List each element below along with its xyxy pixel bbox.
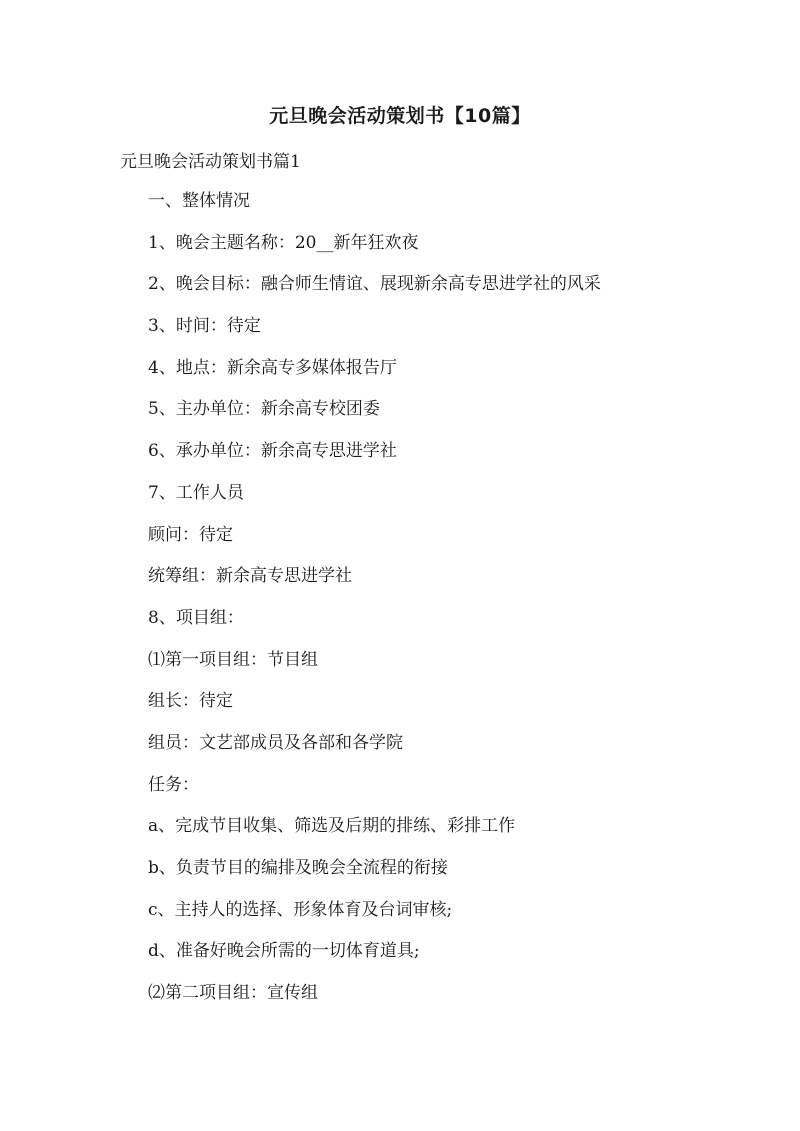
body-line: 4、地点：新余高专多媒体报告厅	[148, 357, 397, 378]
body-line: 7、工作人员	[148, 482, 244, 503]
body-line: ⑵第二项目组：宣传组	[148, 983, 318, 1004]
body-line: ⑴第一项目组：节目组	[148, 649, 318, 670]
body-line: 组员：文艺部成员及各部和各学院	[148, 732, 403, 753]
section-heading: 元旦晚会活动策划书篇1	[120, 152, 301, 172]
body-line: b、负责节目的编排及晚会全流程的衔接	[148, 858, 448, 878]
body-line: 一、整体情况	[148, 191, 250, 211]
body-line: 任务：	[148, 774, 199, 795]
body-line: 组长：待定	[148, 691, 233, 712]
body-line: 1、晚会主题名称：20__新年狂欢夜	[148, 232, 419, 253]
body-line: a、完成节目收集、筛选及后期的排练、彩排工作	[148, 816, 516, 837]
body-line: 2、晚会目标：融合师生情谊、展现新余高专思进学社的风采	[148, 274, 601, 295]
document-title: 元旦晚会活动策划书【10篇】	[269, 105, 531, 127]
body-line: 统筹组：新余高专思进学社	[148, 566, 352, 587]
document-body	[148, 188, 768, 1022]
body-line: 顾问：待定	[148, 524, 233, 545]
body-line: 5、主办单位：新余高专校团委	[148, 399, 380, 420]
body-line: 8、项目组：	[148, 607, 244, 628]
body-line: 3、时间：待定	[148, 316, 261, 337]
body-line: d、准备好晚会所需的一切体育道具;	[148, 941, 420, 962]
body-line: c、主持人的选择、形象体育及台词审核;	[148, 899, 453, 920]
body-line: 6、承办单位：新余高专思进学社	[148, 441, 397, 462]
